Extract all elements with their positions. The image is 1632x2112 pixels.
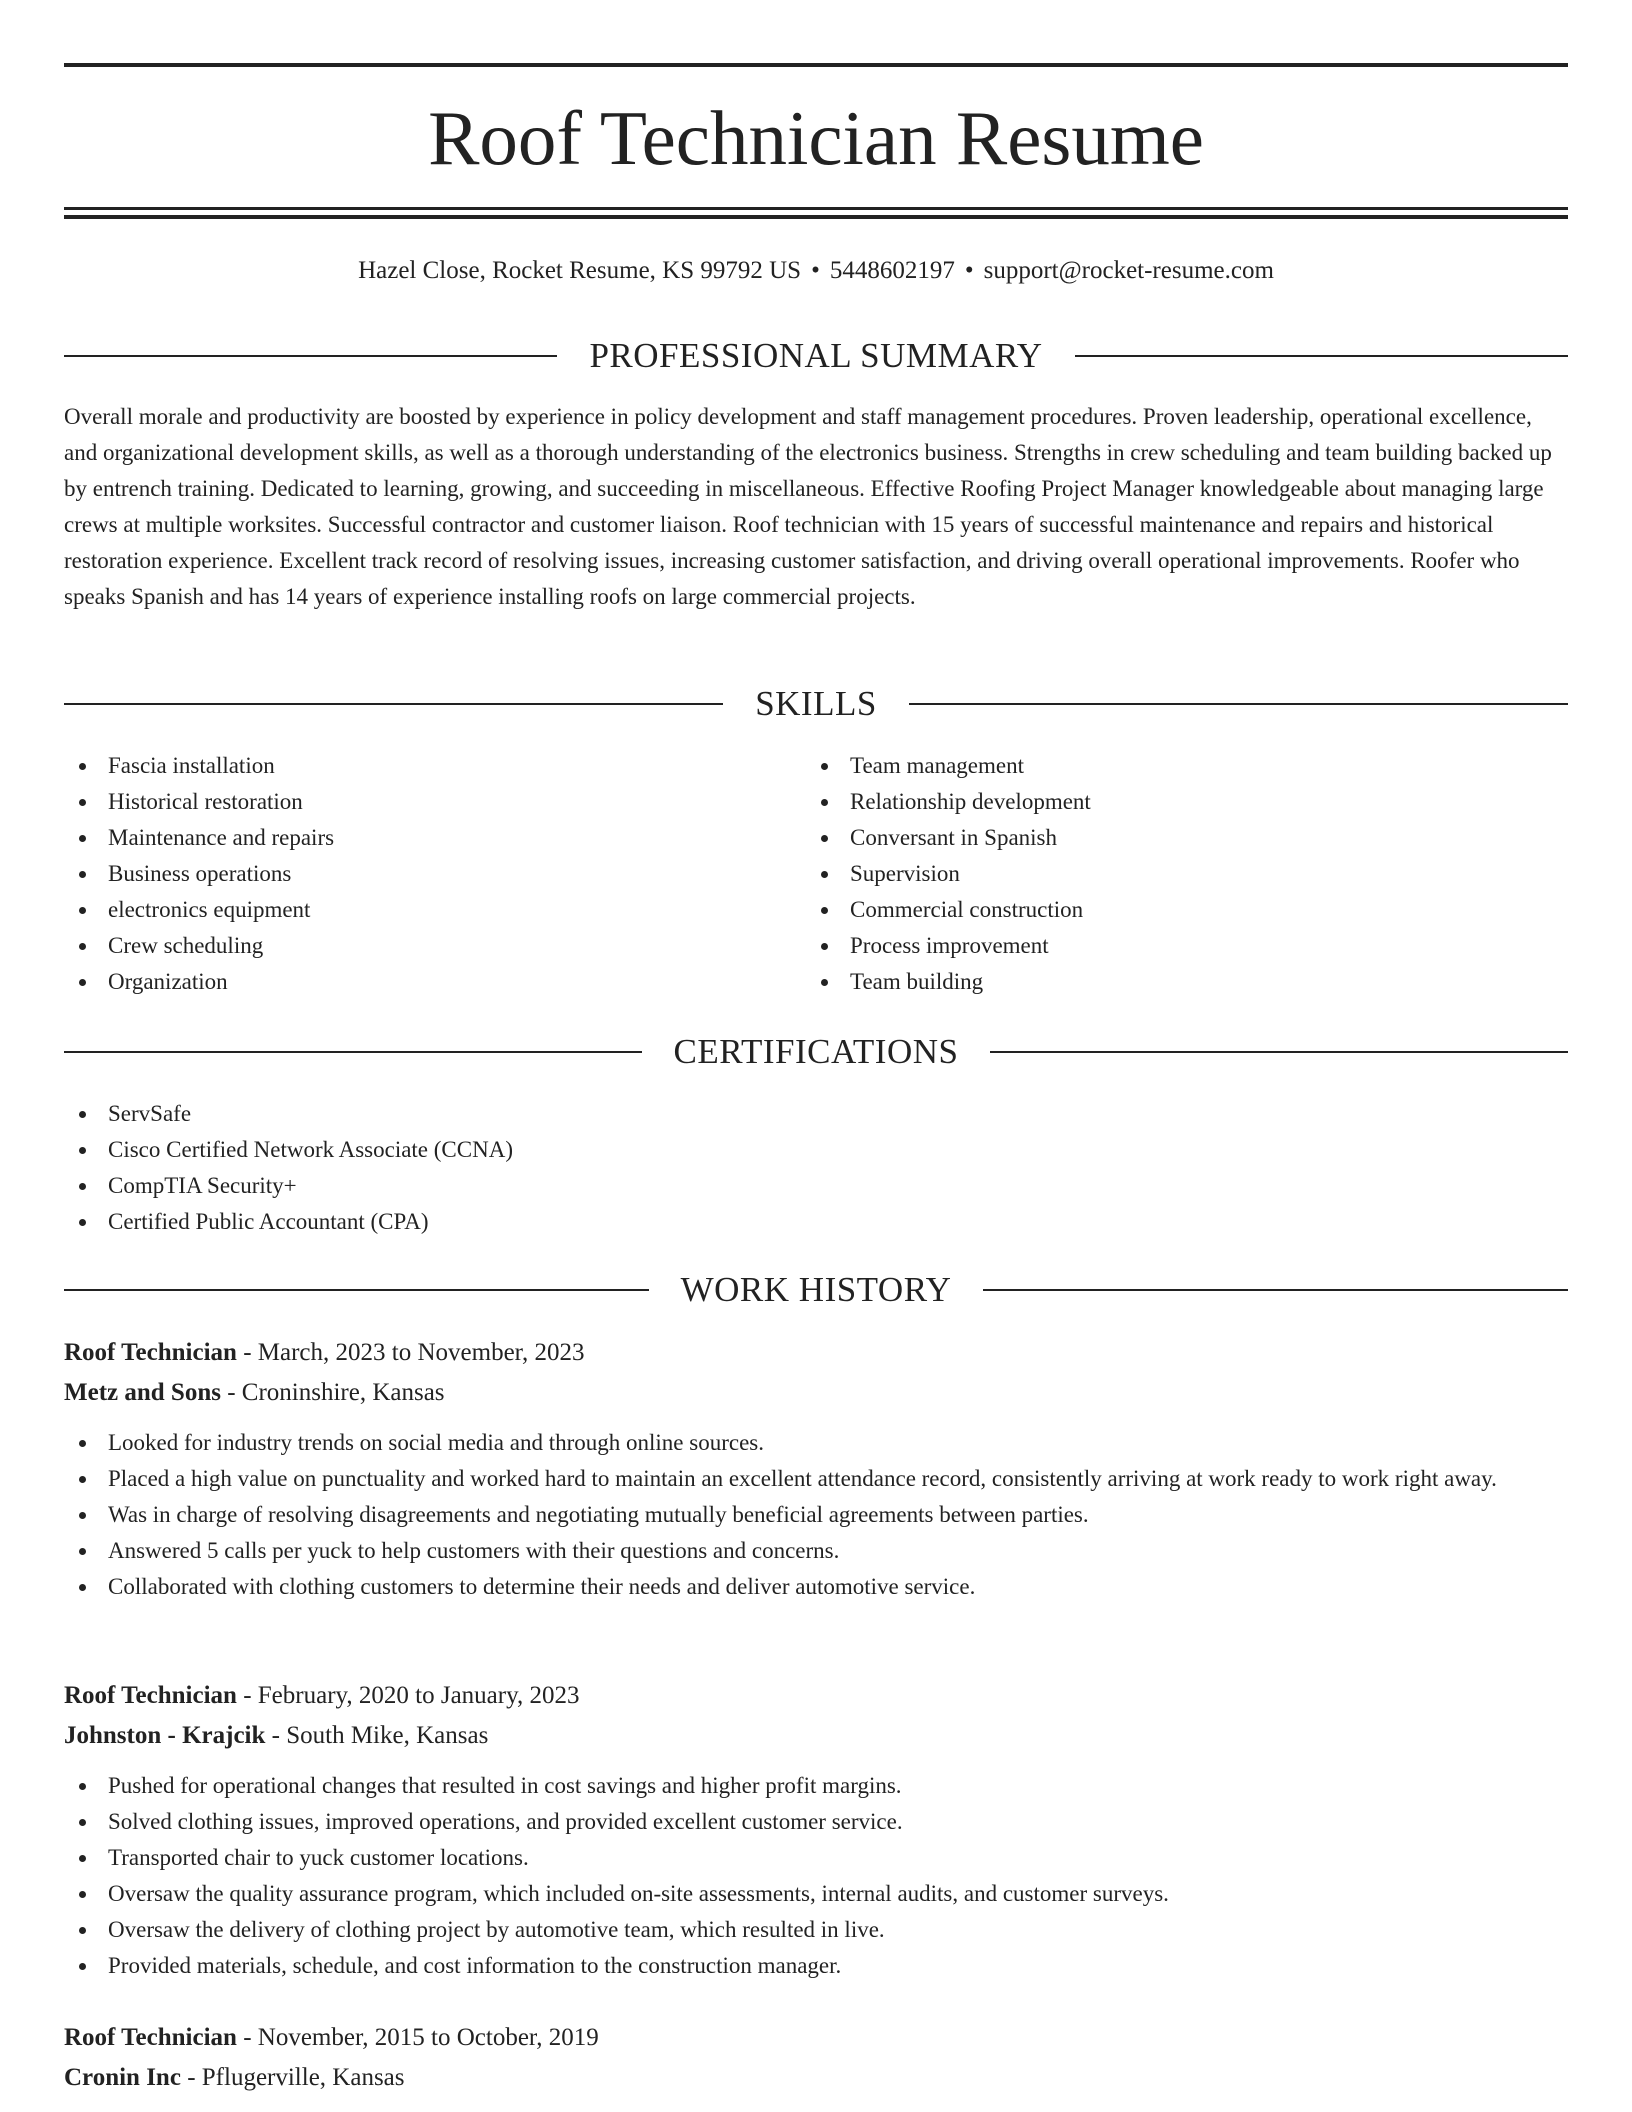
- skill-item: Commercial construction: [806, 892, 1566, 928]
- skill-item: Team management: [806, 748, 1566, 784]
- job-location: - Croninshire, Kansas: [220, 1379, 445, 1406]
- job-duty-item: Oversaw the delivery of clothing project by automotive team, which resulted in live.: [64, 1912, 1568, 1948]
- job-duty-item: Solved clothing issues, improved operations, and provided excellent customer service.: [64, 1804, 1568, 1840]
- skill-item: electronics equipment: [64, 892, 804, 928]
- skill-item: Organization: [64, 964, 804, 1000]
- job-role: Roof Technician: [64, 2024, 237, 2051]
- divider-line: [1075, 355, 1568, 357]
- certifications-section-title: CERTIFICATIONS: [673, 1032, 959, 1071]
- job-duty-item: Looked for industry trends on social media and through online sources.: [64, 1425, 1568, 1461]
- job-dates: - November, 2015 to October, 2019: [236, 2024, 599, 2051]
- skill-item: Crew scheduling: [64, 928, 804, 964]
- job-dates: - March, 2023 to November, 2023: [236, 1339, 585, 1366]
- skills-section-title: SKILLS: [755, 684, 877, 723]
- skill-item: Supervision: [806, 856, 1566, 892]
- job-company-line: [64, 1716, 1568, 1756]
- contact-line: [64, 254, 1568, 288]
- work-history-section-title: WORK HISTORY: [680, 1270, 952, 1309]
- skill-item: Relationship development: [806, 784, 1566, 820]
- skill-item: Team building: [806, 964, 1566, 1000]
- job-entry: [64, 2018, 1568, 2098]
- contact-separator: •: [811, 257, 820, 284]
- work-history-section-header: [64, 1268, 1568, 1312]
- contact-email: support@rocket-resume.com: [983, 257, 1274, 284]
- job-duty-item: Transported chair to yuck customer locations.: [64, 1840, 1568, 1876]
- certification-item: CompTIA Security+: [64, 1168, 1568, 1204]
- job-duties-list: [64, 1768, 1568, 1984]
- summary-section-header: [64, 334, 1568, 378]
- job-duty-item: Placed a high value on punctuality and worked hard to maintain an excellent attendance record, consistently arriving at work ready to work right away.: [64, 1461, 1568, 1497]
- job-company-line: [64, 2058, 1568, 2098]
- job-company: Johnston - Krajcik: [64, 1722, 266, 1749]
- skill-item: Conversant in Spanish: [806, 820, 1566, 856]
- certification-item: Cisco Certified Network Associate (CCNA): [64, 1132, 1568, 1168]
- job-duty-item: Answered 5 calls per yuck to help customers with their questions and concerns.: [64, 1533, 1568, 1569]
- resume-title: Roof Technician Resume: [428, 95, 1204, 181]
- contact-phone: 5448602197: [829, 257, 955, 284]
- certification-item: ServSafe: [64, 1096, 1568, 1132]
- skill-item: Fascia installation: [64, 748, 804, 784]
- job-role: Roof Technician: [64, 1339, 237, 1366]
- divider-line: [64, 1051, 642, 1053]
- contact-address: Hazel Close, Rocket Resume, KS 99792 US: [358, 257, 802, 284]
- summary-text: Overall morale and productivity are boosted by experience in policy development and staff management procedures. Proven leadership, operational excellence, and organizational development skills, as well as a thorough understanding of the electronics business. Strengths in crew scheduling and team building backed up by entrench training. Dedicated to learning, growing, and succeeding in miscellaneous. Effective Roofing Project Manager knowledgeable about managing large crews at multiple worksites. Successful contractor and customer liaison. Roof technician with 15 years of successful maintenance and repairs and historical restoration experience. Excellent track record of resolving issues, increasing customer satisfaction, and driving overall operational improvements. Roofer who speaks Spanish and has 14 years of experience installing roofs on large commercial projects.: [64, 404, 1552, 609]
- job-company: Metz and Sons: [64, 1379, 221, 1406]
- header-top-rule: [64, 63, 1568, 67]
- header-bottom-rule-2: [64, 215, 1568, 219]
- skills-list-left: [64, 748, 804, 1000]
- job-duty-item: Oversaw the quality assurance program, which included on-site assessments, internal audits, and customer surveys.: [64, 1876, 1568, 1912]
- job-title-line: [64, 1676, 1568, 1716]
- divider-line: [990, 1051, 1568, 1053]
- certifications-list: [64, 1096, 1568, 1240]
- divider-line: [909, 703, 1568, 705]
- job-location: - South Mike, Kansas: [265, 1722, 489, 1749]
- job-title-line: [64, 1333, 1568, 1373]
- summary-section-title: PROFESSIONAL SUMMARY: [589, 336, 1043, 375]
- divider-line: [64, 355, 557, 357]
- job-dates: - February, 2020 to January, 2023: [236, 1682, 580, 1709]
- skill-item: Maintenance and repairs: [64, 820, 804, 856]
- contact-separator: •: [964, 257, 974, 284]
- job-entry: [64, 1676, 1568, 1984]
- certifications-section-header: [64, 1030, 1568, 1074]
- job-company: Cronin Inc: [64, 2064, 181, 2091]
- job-role: Roof Technician: [64, 1682, 237, 1709]
- skills-section-header: [64, 682, 1568, 726]
- job-duty-item: Provided materials, schedule, and cost information to the construction manager.: [64, 1948, 1568, 1984]
- job-entry: [64, 1333, 1568, 1605]
- job-location: - Pflugerville, Kansas: [180, 2064, 405, 2091]
- job-duty-item: Pushed for operational changes that resulted in cost savings and higher profit margins.: [64, 1768, 1568, 1804]
- job-duty-item: Collaborated with clothing customers to determine their needs and deliver automotive service.: [64, 1569, 1568, 1605]
- divider-line: [983, 1289, 1568, 1291]
- divider-line: [64, 1289, 649, 1291]
- divider-line: [64, 703, 723, 705]
- skills-list-right: [806, 748, 1566, 1000]
- skill-item: Business operations: [64, 856, 804, 892]
- job-company-line: [64, 1373, 1568, 1413]
- skill-item: Process improvement: [806, 928, 1566, 964]
- job-duties-list: [64, 1425, 1568, 1605]
- header-bottom-rule: [64, 207, 1568, 210]
- skill-item: Historical restoration: [64, 784, 804, 820]
- certification-item: Certified Public Accountant (CPA): [64, 1204, 1568, 1240]
- job-duty-item: Was in charge of resolving disagreements and negotiating mutually beneficial agreements between parties.: [64, 1497, 1568, 1533]
- job-title-line: [64, 2018, 1568, 2058]
